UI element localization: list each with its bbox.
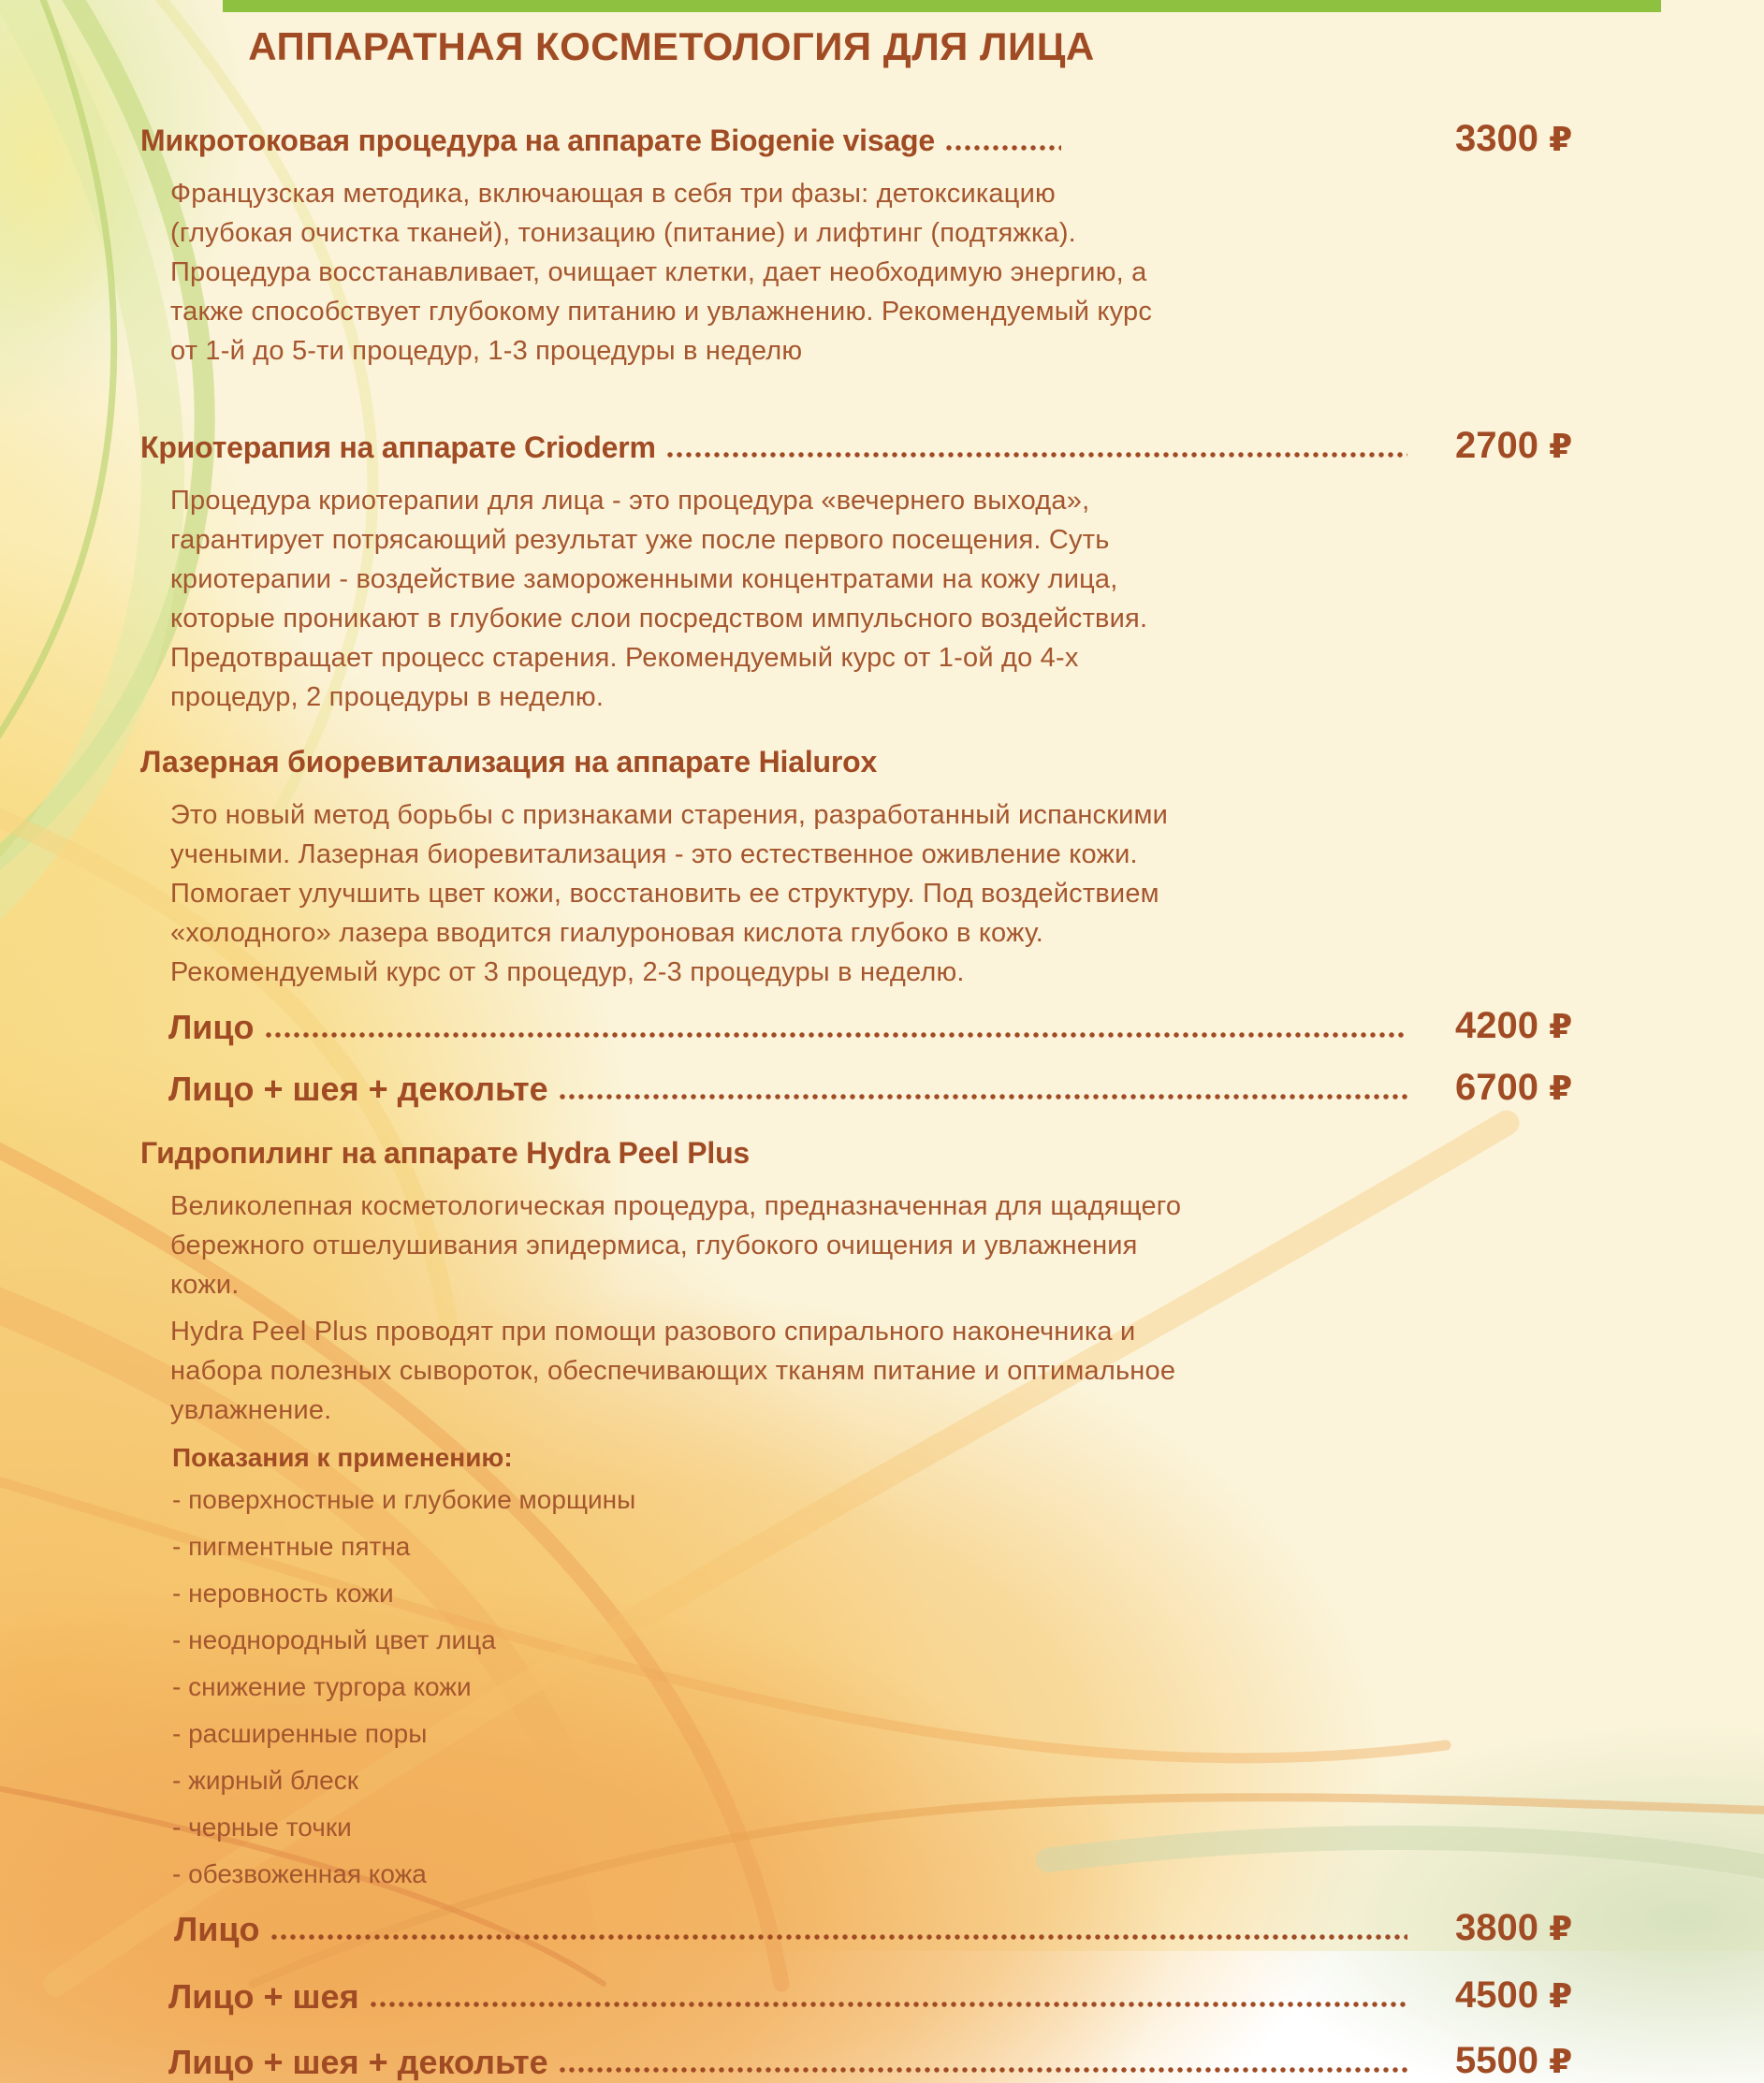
ruble-sign: ₽ xyxy=(1549,121,1573,159)
dot-leader xyxy=(270,1932,1407,1942)
dot-leader xyxy=(264,1030,1407,1040)
indication-item: - неоднородный цвет лица xyxy=(172,1625,496,1654)
price-value: 4200 xyxy=(1455,1005,1538,1046)
option-row-face xyxy=(140,1907,1675,1950)
price-value: 3300 xyxy=(1455,118,1538,159)
option-price xyxy=(1455,1067,1675,1110)
option-label: Лицо + шея + декольте xyxy=(168,2043,548,2081)
service-name-hydropeeling: Гидропилинг на аппарате Hydra Peel Plus xyxy=(140,1136,751,1170)
indication-item: - черные точки xyxy=(172,1813,352,1842)
ruble-sign: ₽ xyxy=(1549,428,1573,466)
service-description: Процедура криотерапии для лица - это процедура «вечернего выхода», гарантирует потрясающий результат уже после первого посещения. Суть криотерапии - воздействие замороженными концентратами на кожу лица, которые проникают в глубокие слои посредством импульсного воздействия. Предотвращает процесс старения. Рекомендуемый курс от 1-ой до 4-х процедур, 2 процедуры в неделю. xyxy=(170,486,1148,712)
option-label: Лицо + шея + декольте xyxy=(168,1070,548,1108)
indications-title: Показания к применению: xyxy=(172,1443,513,1472)
dot-leader xyxy=(558,2065,1407,2075)
ruble-sign: ₽ xyxy=(1549,1977,1573,2016)
dot-leader xyxy=(944,143,1061,153)
indication-item: - жирный блеск xyxy=(172,1766,358,1795)
option-label: Лицо xyxy=(168,1008,255,1046)
ruble-sign: ₽ xyxy=(1549,2043,1573,2081)
indication-item: - обезвоженная кожа xyxy=(172,1859,427,1888)
price-value: 5500 xyxy=(1455,2040,1538,2081)
indication-item: - расширенные поры xyxy=(172,1719,428,1748)
price-value: 2700 xyxy=(1455,425,1538,466)
top-accent-bar xyxy=(223,0,1661,12)
option-row-face xyxy=(140,1005,1675,1048)
service-row-cryotherapy xyxy=(140,425,1675,468)
option-row-face-neck xyxy=(140,1974,1675,2017)
service-price xyxy=(1455,118,1675,161)
ruble-sign: ₽ xyxy=(1549,1008,1573,1046)
service-name-laser-biorevitalization: Лазерная биоревитализация на аппарате Hialurox xyxy=(140,745,878,779)
service-description-paragraph: Великолепная косметологическая процедура, предназначенная для щадящего бережного отшелушивания эпидермиса, глубокого очищения и увлажнения кожи. xyxy=(170,1191,1182,1300)
dot-leader xyxy=(369,2000,1407,2009)
option-label: Лицо xyxy=(174,1910,260,1948)
option-row-face-neck-decollete xyxy=(140,2040,1675,2083)
service-name: Криотерапия на аппарате Crioderm xyxy=(140,430,656,464)
option-price xyxy=(1455,2040,1675,2083)
ruble-sign: ₽ xyxy=(1549,1910,1573,1948)
option-row-face-neck-decollete xyxy=(140,1067,1675,1110)
service-description-paragraph: Hydra Peel Plus проводят при помощи разового спирального наконечника и набора полезных сывороток, обеспечивающих тканям питание и оптимальное увлажнение. xyxy=(170,1317,1176,1425)
service-description: Французская методика, включающая в себя три фазы: детоксикацию (глубокая очистка тканей), тонизацию (питание) и лифтинг (подтяжка). Процедура восстанавливает, очищает клетки, дает необходимую энергию, а также способствует глубокому питанию и увлажнению. Рекомендуемый курс от 1-й до 5-ти процедур, 1-3 процедуры в неделю xyxy=(170,179,1153,366)
option-price xyxy=(1455,1974,1675,2017)
dot-leader xyxy=(665,450,1407,459)
service-description: Это новый метод борьбы с признаками старения, разработанный испанскими учеными. Лазерная биоревитализация - это естественное оживление кожи. Помогает улучшить цвет кожи, восстановить ее структуру. Под воздействием «холодного» лазера вводится гиалуроновая кислота глубоко в кожу. Рекомендуемый курс от 3 процедур, 2-3 процедуры в неделю. xyxy=(170,800,1169,987)
service-price xyxy=(1455,425,1675,468)
service-row-microcurrent xyxy=(140,118,1675,161)
price-value: 6700 xyxy=(1455,1067,1538,1108)
ruble-sign: ₽ xyxy=(1549,1070,1573,1108)
indication-item: - поверхностные и глубокие морщины xyxy=(172,1485,636,1514)
price-list-content xyxy=(140,0,1675,2083)
option-price xyxy=(1455,1907,1675,1950)
option-price xyxy=(1455,1005,1675,1048)
option-label: Лицо + шея xyxy=(168,1977,359,2016)
dot-leader xyxy=(558,1092,1407,1101)
price-value: 4500 xyxy=(1455,1974,1538,2016)
indication-item: - пигментные пятна xyxy=(172,1532,411,1561)
indication-item: - снижение тургора кожи xyxy=(172,1672,472,1701)
indication-item: - неровность кожи xyxy=(172,1579,394,1608)
service-name: Микротоковая процедура на аппарате Biogenie visage xyxy=(140,124,936,157)
page-title: АППАРАТНАЯ КОСМЕТОЛОГИЯ ДЛЯ ЛИЦА xyxy=(248,24,1095,68)
price-value: 3800 xyxy=(1455,1907,1538,1948)
